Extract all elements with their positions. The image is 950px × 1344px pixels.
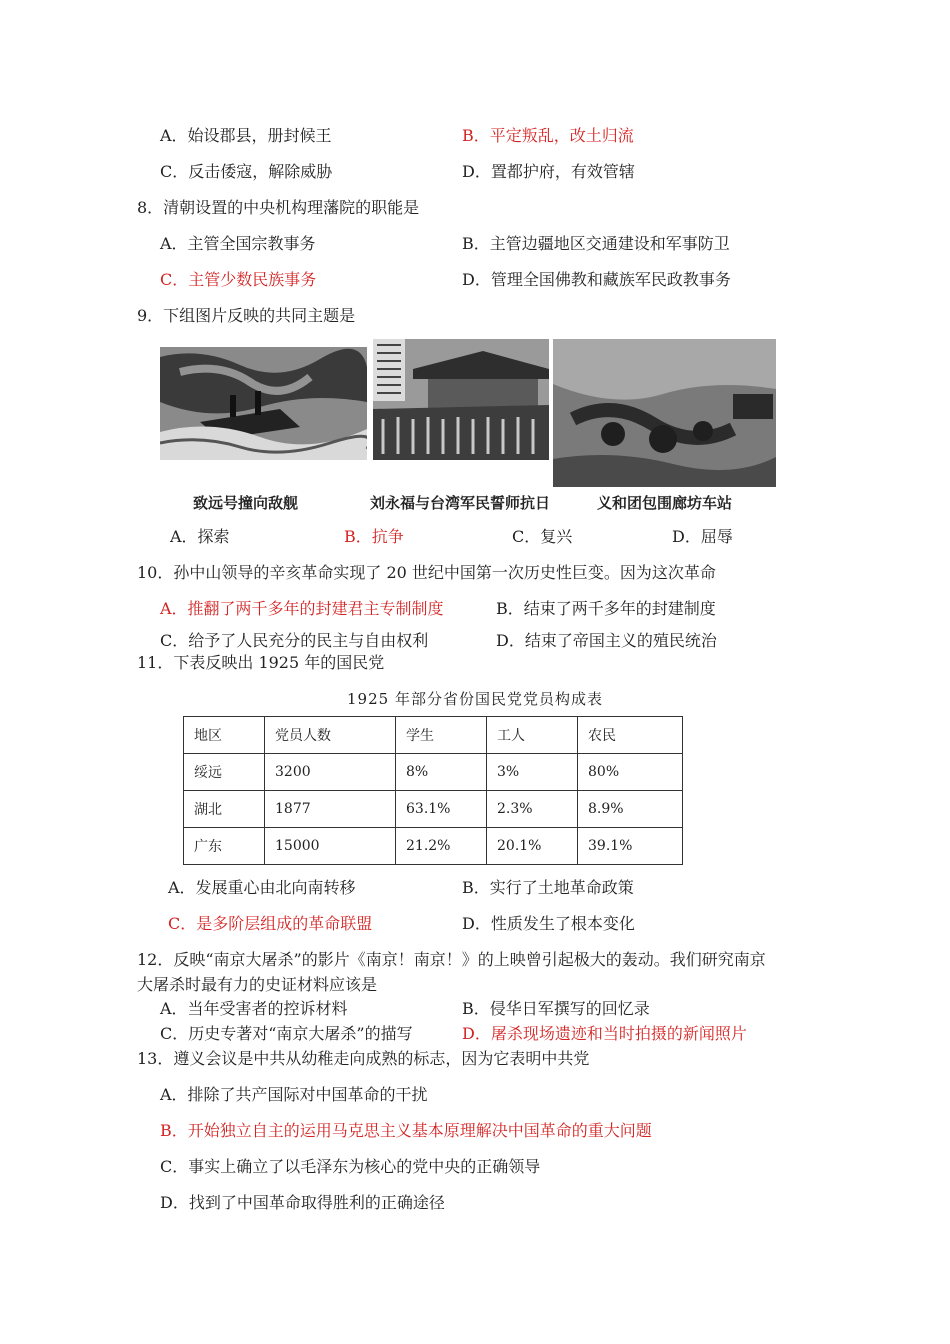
table-header-cell: 地区 (184, 717, 265, 754)
table-cell: 20.1% (487, 828, 578, 865)
q7-option-a: A．始设郡县，册封候王 (160, 126, 332, 145)
photo-boxers-langfang-station (553, 339, 776, 487)
q13-stem: 13．遵义会议是中共从幼稚走向成熟的标志，因为它表明中共党 (137, 1049, 590, 1068)
table-header-cell: 学生 (396, 717, 487, 754)
q10-option-c: C．给予了人民充分的民主与自由权利 (160, 631, 429, 650)
table-cell: 8% (396, 754, 487, 791)
table-cell: 3200 (265, 754, 396, 791)
q8-option-a: A．主管全国宗教事务 (160, 234, 316, 253)
q11-option-b: B．实行了土地革命政策 (462, 878, 634, 897)
table-cell: 3% (487, 754, 578, 791)
q13-option-b-answer: B．开始独立自主的运用马克思主义基本原理解决中国革命的重大问题 (160, 1121, 652, 1140)
table-cell: 63.1% (396, 791, 487, 828)
q10-option-b: B．结束了两千多年的封建制度 (496, 599, 716, 618)
table-row (184, 828, 683, 865)
table-row (184, 754, 683, 791)
q7-option-d: D．置都护府，有效管辖 (462, 162, 635, 181)
table-cell: 2.3% (487, 791, 578, 828)
q12-option-b: B．侵华日军撰写的回忆录 (462, 999, 650, 1018)
q13-option-a: A．排除了共产国际对中国革命的干扰 (160, 1085, 428, 1104)
table-cell: 80% (578, 754, 683, 791)
q9-option-b-answer: B．抗争 (344, 527, 404, 546)
q9-stem: 9．下组图片反映的共同主题是 (137, 306, 356, 325)
q7-option-c: C．反击倭寇，解除威胁 (160, 162, 333, 181)
table-header-cell: 党员人数 (265, 717, 396, 754)
caption-boxers: 义和团包围廊坊车站 (597, 494, 733, 512)
table-cell: 绥远 (184, 754, 265, 791)
table-cell: 湖北 (184, 791, 265, 828)
q10-option-d: D．结束了帝国主义的殖民统治 (496, 631, 717, 650)
table-header-cell: 农民 (578, 717, 683, 754)
party-member-table (183, 716, 683, 865)
q12-option-c: C．历史专著对“南京大屠杀”的描写 (160, 1024, 413, 1043)
table-cell: 15000 (265, 828, 396, 865)
q10-stem: 10．孙中山领导的辛亥革命实现了 20 世纪中国第一次历史性巨变。因为这次革命 (137, 563, 716, 582)
table-cell: 广东 (184, 828, 265, 865)
table-header-cell: 工人 (487, 717, 578, 754)
q11-option-a: A．发展重心由北向南转移 (168, 878, 356, 897)
caption-liu-yongfu: 刘永福与台湾军民誓师抗日 (370, 494, 551, 512)
q9-option-c: C．复兴 (512, 527, 573, 546)
q12-stem-line1: 12．反映“南京大屠杀”的影片《南京！南京！》的上映曾引起极大的轰动。我们研究南京 (137, 950, 766, 969)
q12-option-a: A．当年受害者的控诉材料 (160, 999, 348, 1018)
q7-option-b-answer: B．平定叛乱，改土归流 (462, 126, 634, 145)
table-title: 1925 年部分省份国民党党员构成表 (347, 690, 603, 708)
q10-option-a-answer: A．推翻了两千多年的封建君主专制制度 (160, 599, 444, 618)
q13-option-d: D．找到了中国革命取得胜利的正确途径 (160, 1193, 445, 1212)
q12-option-d-answer: D．屠杀现场遗迹和当时拍摄的新闻照片 (462, 1024, 747, 1043)
q9-option-a: A．探索 (170, 527, 230, 546)
photo-liu-yongfu-oath (373, 339, 549, 460)
q8-option-d: D．管理全国佛教和藏族军民政教事务 (462, 270, 731, 289)
q8-option-b: B．主管边疆地区交通建设和军事防卫 (462, 234, 730, 253)
q11-option-c-answer: C．是多阶层组成的革命联盟 (168, 914, 373, 933)
q12-stem-line2: 大屠杀时最有力的史证材料应该是 (137, 975, 378, 994)
table-header-row (184, 717, 683, 754)
table-cell: 1877 (265, 791, 396, 828)
table-cell: 8.9% (578, 791, 683, 828)
q9-option-d: D．屈辱 (672, 527, 733, 546)
table-cell: 21.2% (396, 828, 487, 865)
q11-option-d: D．性质发生了根本变化 (462, 914, 635, 933)
q11-stem: 11．下表反映出 1925 年的国民党 (137, 653, 385, 672)
table-row (184, 791, 683, 828)
caption-zhiyuan: 致远号撞向敌舰 (193, 494, 299, 512)
q8-stem: 8．清朝设置的中央机构理藩院的职能是 (137, 198, 420, 217)
q13-option-c: C．事实上确立了以毛泽东为核心的党中央的正确领导 (160, 1157, 541, 1176)
q8-option-c-answer: C．主管少数民族事务 (160, 270, 317, 289)
photo-zhiyuan-warship (160, 347, 367, 460)
table-cell: 39.1% (578, 828, 683, 865)
